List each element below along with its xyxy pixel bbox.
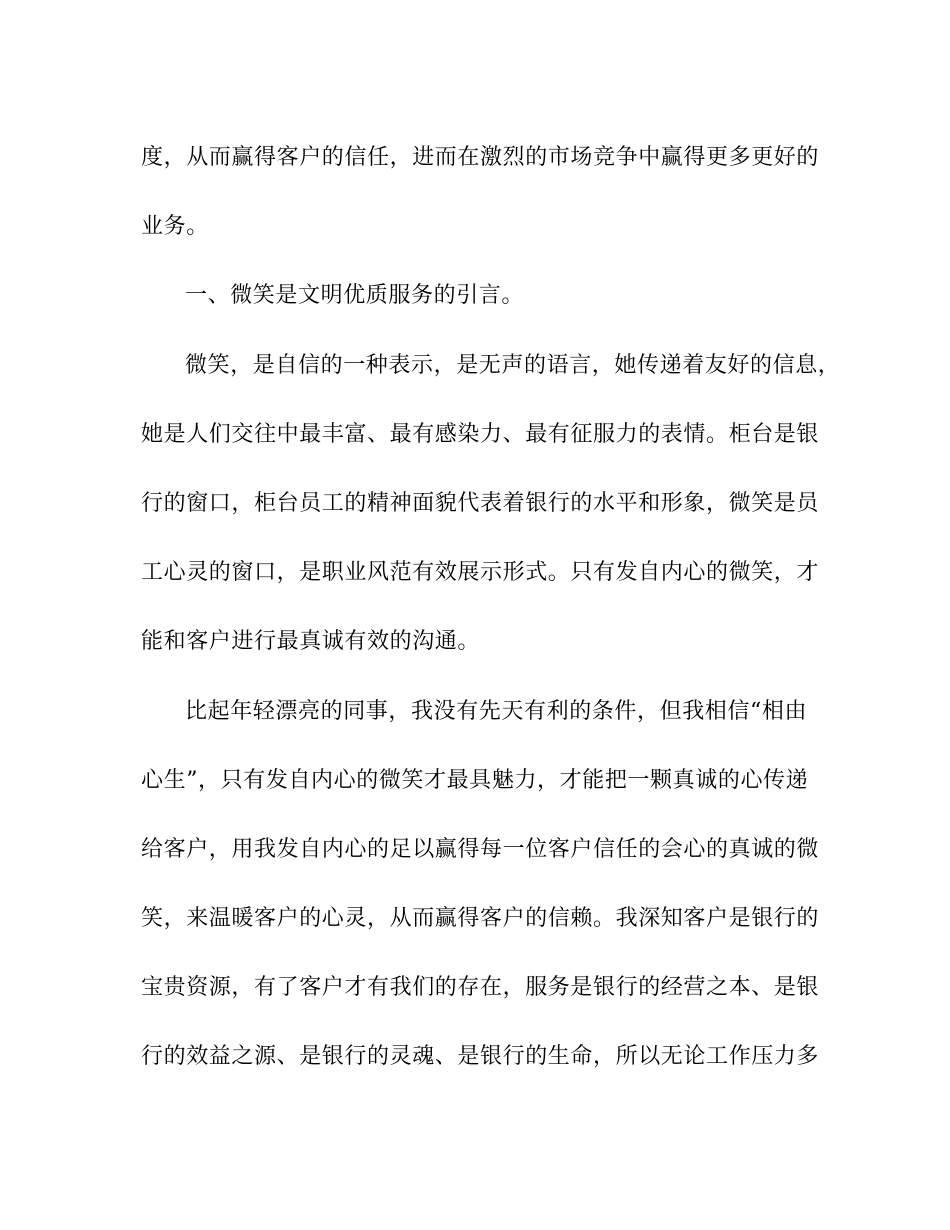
- text-line: 比起年轻漂亮的同事，我没有先天有利的条件，但我相信“相由: [185, 698, 808, 724]
- text-line: 业务。: [141, 214, 209, 240]
- section-heading: 一、微笑是文明优质服务的引言。: [185, 283, 525, 309]
- text-line: 微笑，是自信的一种表示，是无声的语言，她传递着友好的信息，: [185, 352, 841, 378]
- text-line: 给客户，用我发自内心的足以赢得每一位客户信任的会心的真诚的微: [141, 836, 820, 862]
- document-body: [141, 135, 841, 1104]
- text-line: 心生”，只有发自内心的微笑才最具魅力，才能把一颗真诚的心传递: [141, 767, 809, 793]
- text-line: 能和客户进行最真诚有效的沟通。: [141, 629, 481, 655]
- text-line: 宝贵资源，有了客户才有我们的存在，服务是银行的经营之本、是银: [141, 975, 820, 1001]
- text-line: 度，从而赢得客户的信任，进而在激烈的市场竞争中赢得更多更好的: [141, 145, 820, 170]
- text-line: 她是人们交往中最丰富、最有感染力、最有征服力的表情。柜台是银: [141, 421, 820, 447]
- text-line: 行的窗口，柜台员工的精神面貌代表着银行的水平和形象，微笑是员: [141, 490, 820, 516]
- text-line: 工心灵的窗口，是职业风范有效展示形式。只有发自内心的微笑，才: [141, 560, 820, 586]
- text-line: 笑，来温暖客户的心灵，从而赢得客户的信赖。我深知客户是银行的: [141, 906, 820, 932]
- text-line: 行的效益之源、是银行的灵魂、是银行的生命，所以无论工作压力多: [141, 1044, 820, 1070]
